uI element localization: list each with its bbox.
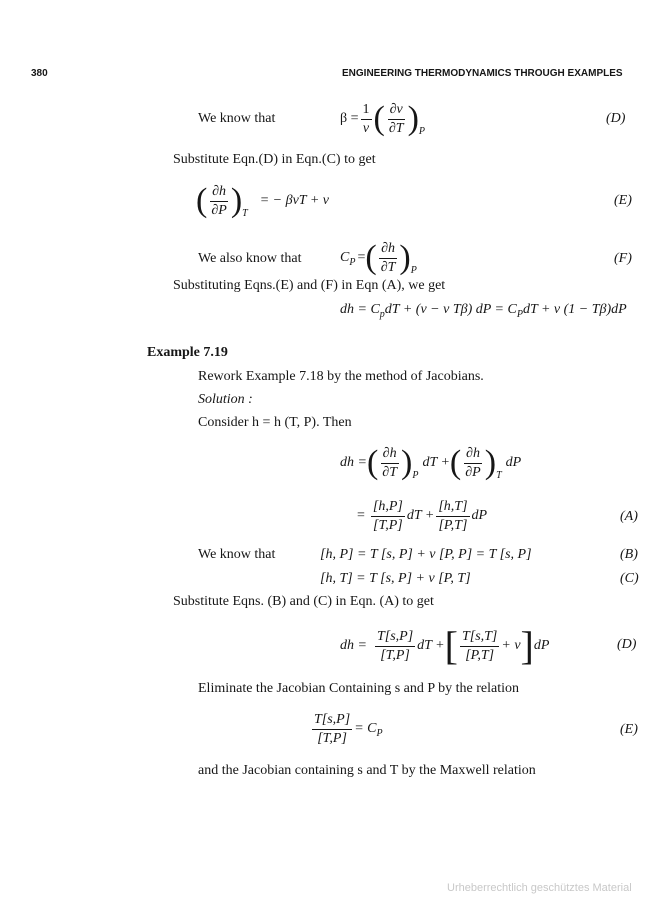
fraction-TsP-TP: $\frac{T[s,P]}{[T,P]}$ xyxy=(314,712,351,746)
paren-close: ) xyxy=(484,444,497,481)
fraction-hT-PT: $\frac{[h,T]}{[P,T]}$ xyxy=(438,499,468,533)
substitute-text-1: Substitute Eqn.(D) in Eqn.(C) to get xyxy=(173,152,376,167)
cp-equals: = xyxy=(357,250,366,265)
paren-open: ( xyxy=(373,100,385,137)
subscript-t: T xyxy=(242,207,248,219)
closing-text: and the Jacobian containing s and T by the Maxwell relation xyxy=(198,763,536,778)
equation-label-E: (E) xyxy=(614,193,632,208)
substitute-text-2: Substitute Eqns. (B) and (C) in Eqn. (A) to get xyxy=(173,594,434,609)
relation-C: [h, T] = T [s, P] + v [P, T] xyxy=(320,571,471,586)
paren-open: ( xyxy=(449,444,462,481)
paren-open: ( xyxy=(366,444,379,481)
dh-jacobian-equation: dh = $\frac{T[s,P]}{[T,P]}$ dT + [ $\frac{T[s,T]}{[P,T]}$ + v ] dP xyxy=(340,623,550,668)
paren-close: ) xyxy=(407,100,419,137)
dh-result-equation: dh = $C_pdT + (v - v$ Tβ) dP = $C_PdT + v$ (1 − Tβ)dP xyxy=(340,302,627,320)
paren-close: ) xyxy=(399,239,411,276)
fraction-TsP-TP: $\frac{T[s,P]}{[T,P]}$ xyxy=(376,629,414,663)
equation-label-D-2: (D) xyxy=(617,637,637,652)
equation-label-C: (C) xyxy=(620,571,639,586)
substituting-text: Substituting Eqns.(E) and (F) in Eqn (A), we get xyxy=(173,278,446,293)
beta-lhs: β = xyxy=(340,111,359,126)
paren-close: ) xyxy=(230,182,243,219)
beta-equation xyxy=(340,93,425,145)
example-statement: Rework Example 7.18 by the method of Jacobians. xyxy=(198,369,484,384)
equation-label-F: (F) xyxy=(614,251,632,266)
example-title: Example 7.19 xyxy=(147,345,228,360)
cp-subscript: P xyxy=(349,256,356,268)
paren-open: ( xyxy=(365,239,377,276)
cp-symbol: C xyxy=(340,250,350,265)
consider-text: Consider h = h (T, P). Then xyxy=(198,415,352,430)
subscript-p: P xyxy=(410,264,417,276)
cp-jacobian-equation: $\frac{T[s,P]}{[T,P]}$ = C P xyxy=(314,712,383,746)
page-number: 380 xyxy=(31,68,48,79)
jacobian-equation-A: = $\frac{[h,P]}{[T,P]}$ dT + $\frac{[h,T]}{[P,T]}$ dP xyxy=(357,499,488,533)
running-title: ENGINEERING THERMODYNAMICS THROUGH EXAMPLES xyxy=(342,68,623,79)
intro-we-know-2: We know that xyxy=(198,547,276,562)
equation-label-E-2: (E) xyxy=(620,722,638,737)
bracket-close: ] xyxy=(520,623,534,668)
fraction-dh-dT: $\frac{\partial h}{\partial T}$ xyxy=(380,241,396,275)
dT-term: dT + xyxy=(422,455,450,470)
fraction-dh-dP: $\frac{\partial h}{\partial P}$ xyxy=(465,446,481,480)
intro-we-also-know: We also know that xyxy=(198,251,302,266)
fraction-hP-TP: $\frac{[h,P]}{[T,P]}$ xyxy=(372,499,403,533)
solution-label: Solution : xyxy=(198,392,253,407)
eliminate-text: Eliminate the Jacobian Containing s and P by the relation xyxy=(198,681,520,696)
equation-label-D: (D) xyxy=(606,111,626,126)
subscript-t: T xyxy=(496,469,502,481)
equation-label-A: (A) xyxy=(620,509,638,524)
paren-close: ) xyxy=(401,444,413,481)
subscript-p: P xyxy=(412,469,419,481)
dh-lhs: dh = xyxy=(340,455,367,470)
equation-label-B: (B) xyxy=(620,547,638,562)
fraction-dh-dT: $\frac{\partial h}{\partial T}$ xyxy=(382,446,397,480)
fraction-TsT-PT: $\frac{T[s,T]}{[P,T]}$ xyxy=(461,629,498,663)
dP-term: dP xyxy=(505,455,522,470)
rhs-beta-v: = − βvT + v xyxy=(259,193,329,208)
fraction-dh-dP: $\frac{\partial h}{\partial P}$ xyxy=(211,184,227,218)
subscript-p: P xyxy=(418,125,426,137)
paren-open: ( xyxy=(196,182,208,219)
dh-partial-equation xyxy=(340,437,521,489)
fraction-dv-dT: $\frac{\partial v}{\partial T}$ xyxy=(388,102,404,136)
watermark: Urheberrechtlich geschütztes Material xyxy=(447,882,632,894)
cp-equation xyxy=(340,232,417,284)
fraction-1-over-v: $\frac{1}{v}$ xyxy=(362,102,370,136)
intro-we-know: We know that xyxy=(198,111,276,126)
bracket-open: [ xyxy=(444,623,458,668)
relation-B: [h, P] = T [s, P] + v [P, P] = T [s, P] xyxy=(320,547,532,562)
dh-dP-equation xyxy=(196,176,329,226)
